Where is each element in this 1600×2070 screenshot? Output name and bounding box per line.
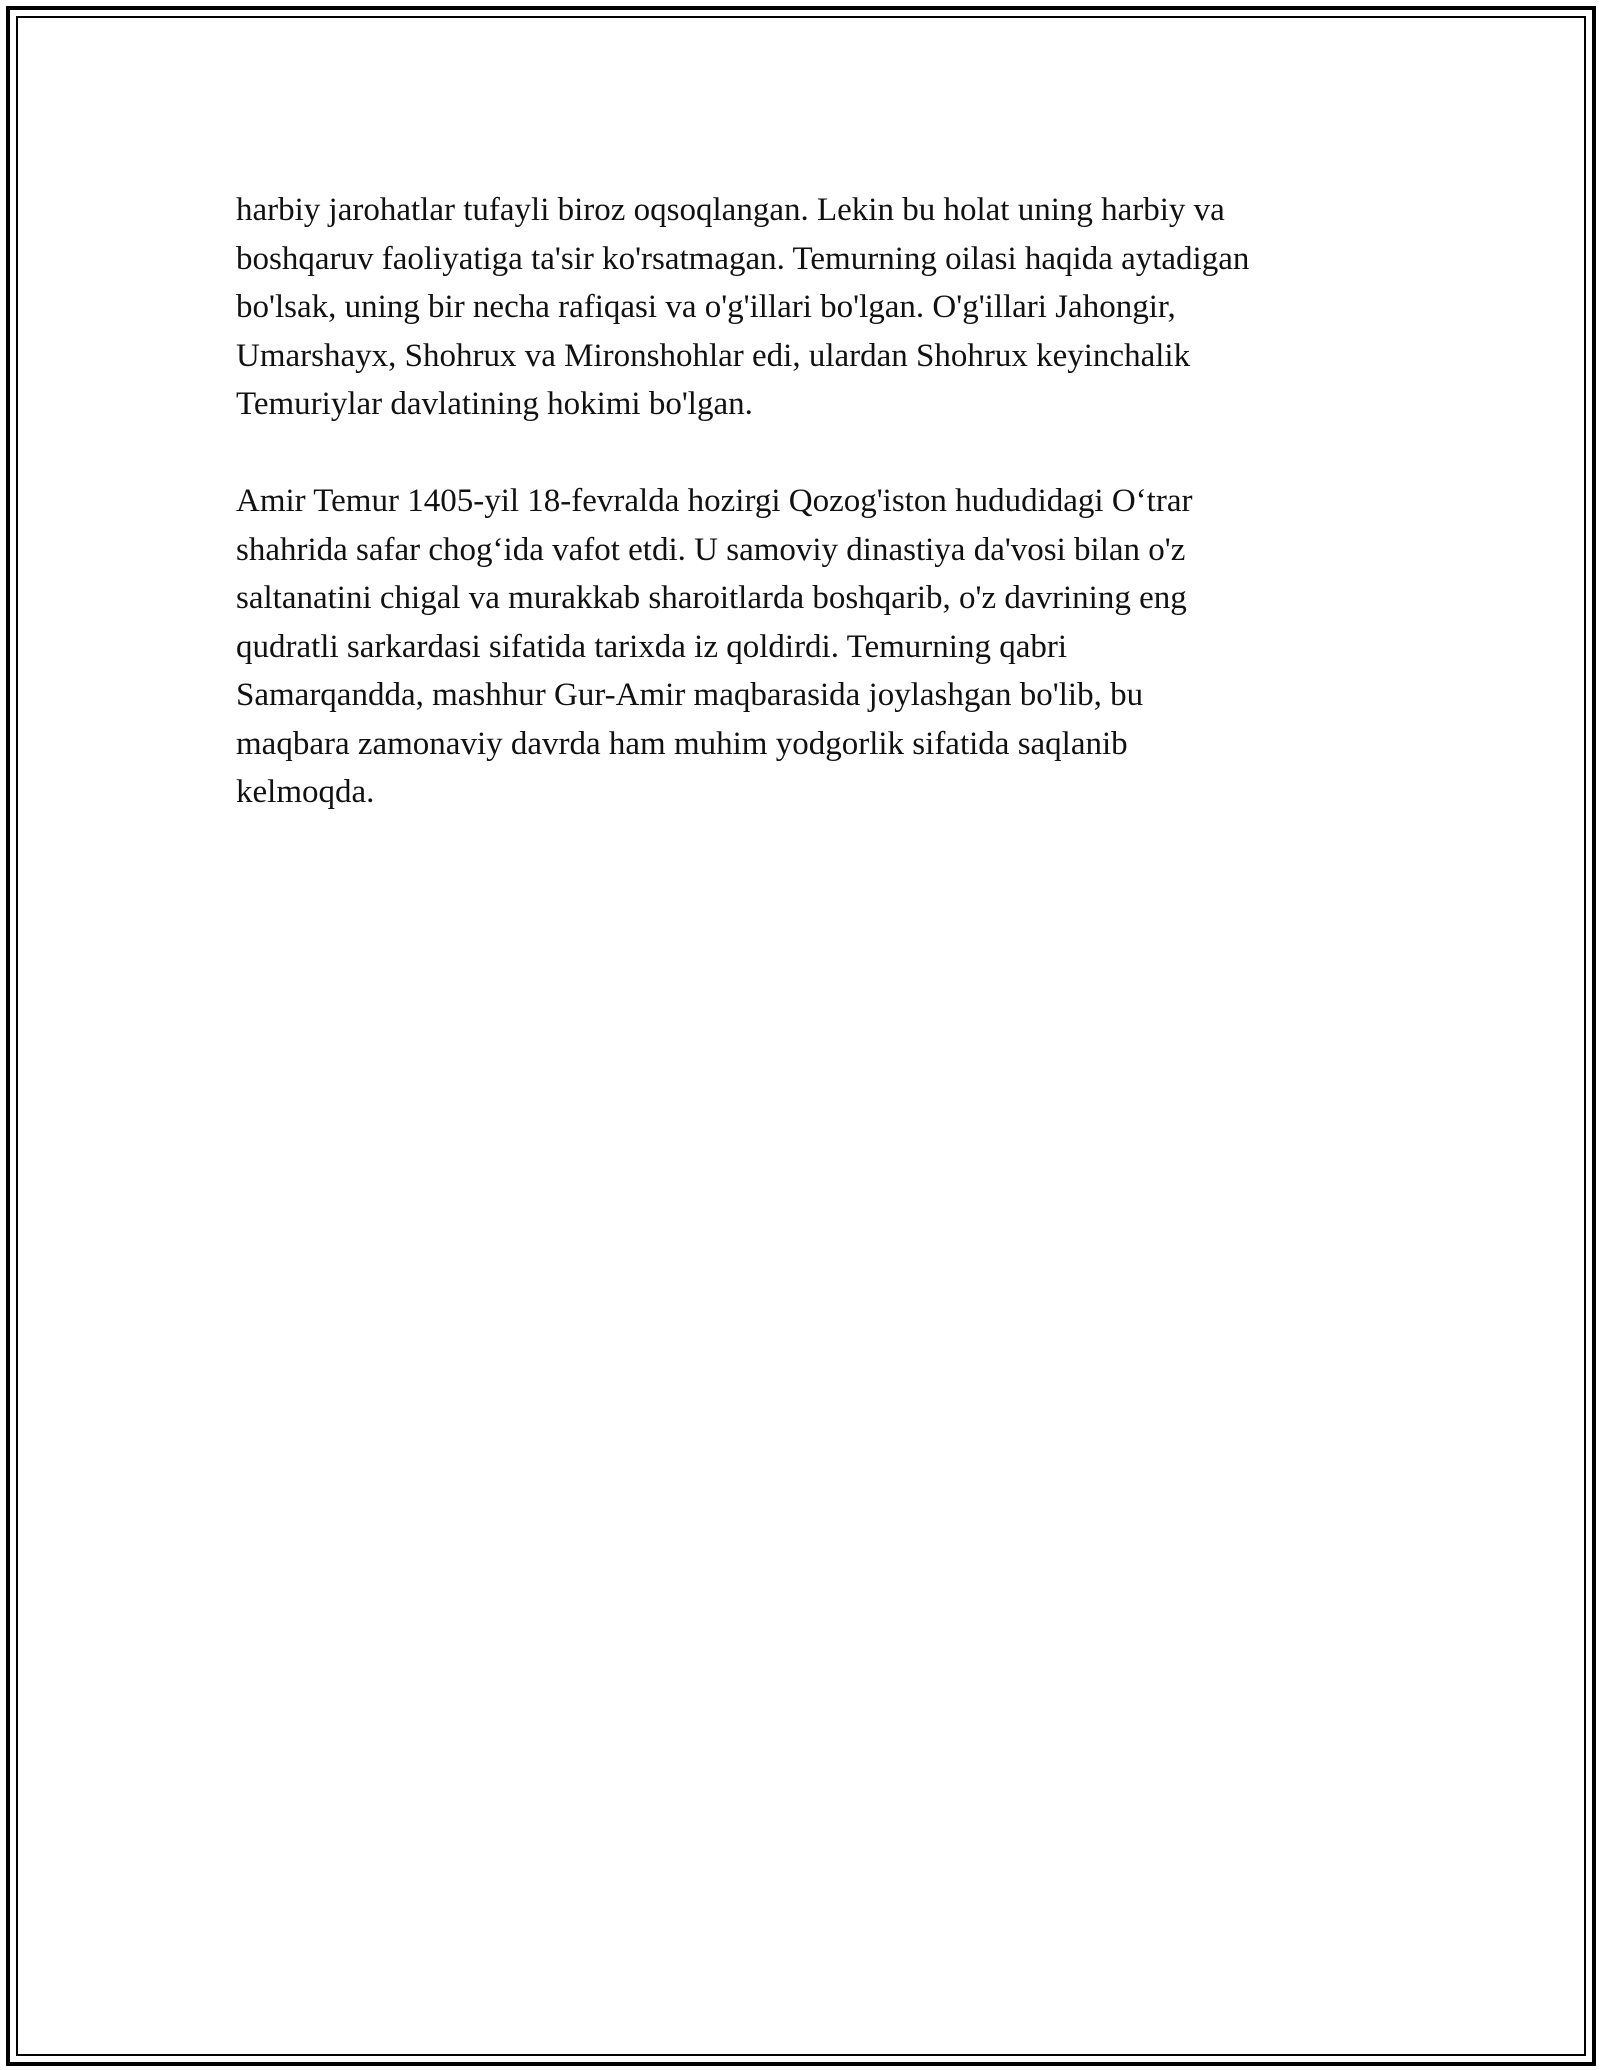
text-line: Temuriylar davlatining hokimi bo'lgan. (236, 386, 753, 422)
text-line: kelmoqda. (236, 774, 375, 810)
paragraph-2 (236, 477, 1396, 817)
text-line: harbiy jarohatlar tufayli biroz oqsoqlangan. Lekin bu holat uning harbiy va (236, 192, 1225, 228)
text-line: qudratli sarkardasi sifatida tarixda iz qoldirdi. Temurning qabri (236, 628, 1068, 665)
text-line: Samarqandda, mashhur Gur-Amir maqbarasida joylashgan bo'lib, bu (236, 677, 1144, 713)
text-line: Umarshayx, Shohrux va Mironshohlar edi, ulardan Shohrux keyinchalik (236, 337, 1191, 374)
document-body (236, 186, 1396, 865)
text-line: Amir Temur 1405-yil 18-fevralda hozirgi Qozog'iston hududidagi O‘trar (236, 483, 1193, 519)
text-line: shahrida safar chog‘ida vafot etdi. U samoviy dinastiya da'vosi bilan o'z (236, 531, 1186, 568)
paragraph-1 (236, 186, 1396, 429)
text-line: saltanatini chigal va murakkab sharoitlarda boshqarib, o'z davrining eng (236, 580, 1187, 616)
text-line: boshqaruv faoliyatiga ta'sir ko'rsatmagan. Temurning oilasi haqida aytadigan (236, 240, 1250, 277)
text-line: maqbara zamonaviy davrda ham muhim yodgorlik sifatida saqlanib (236, 725, 1128, 762)
text-line: bo'lsak, uning bir necha rafiqasi va o'g'illari bo'lgan. O'g'illari Jahongir, (236, 289, 1176, 325)
